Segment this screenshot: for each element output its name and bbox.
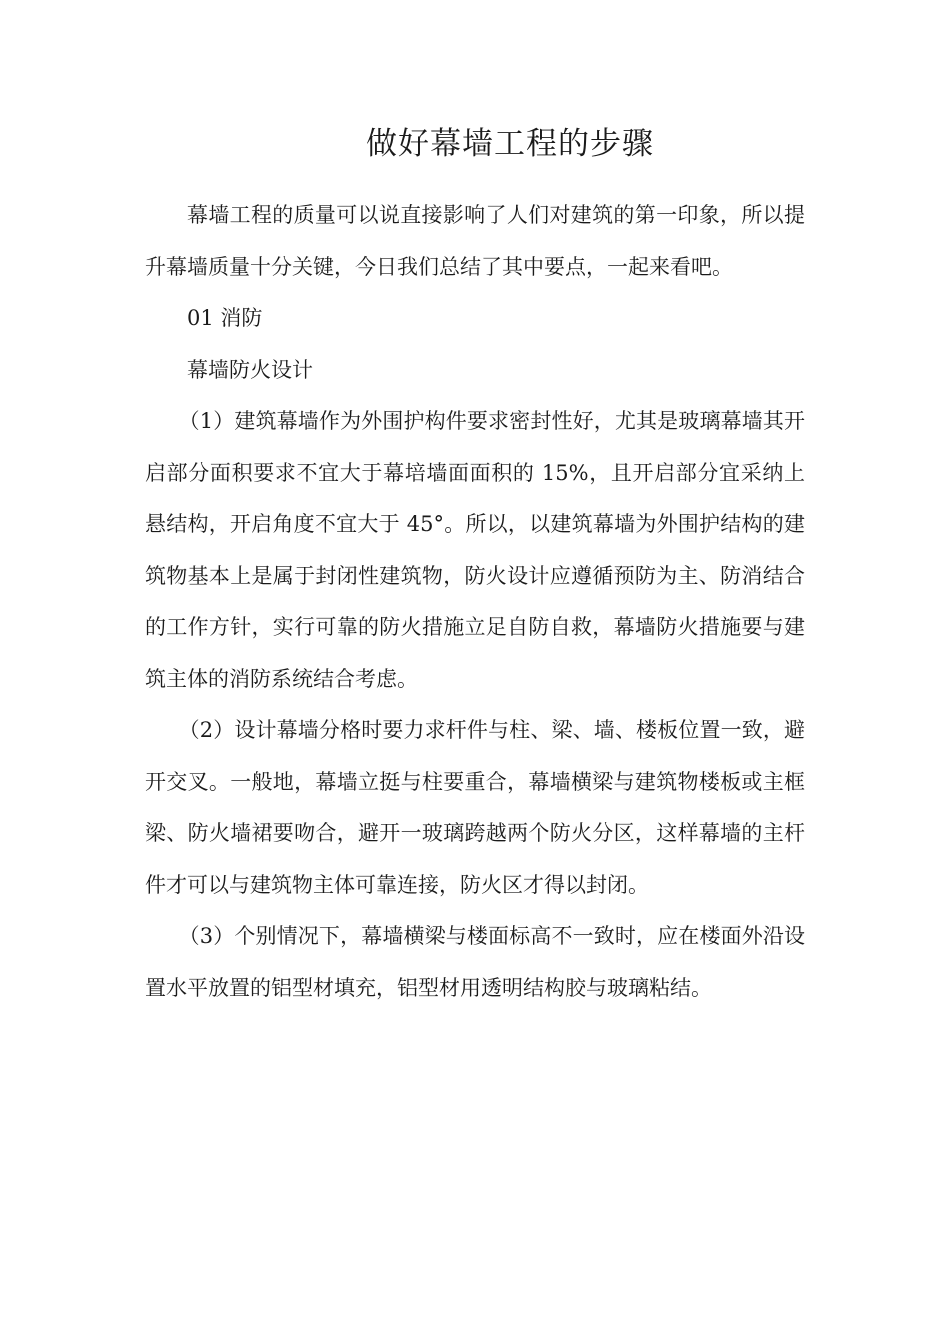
subsection-heading: 幕墙防火设计 <box>187 357 313 382</box>
document-title: 做好幕墙工程的步骤 <box>366 126 654 162</box>
intro-paragraph: 幕墙工程的质量可以说直接影响了人们对建筑的第一印象，所以提升幕墙质量十分关键，今日我们总结了其中要点，一起来看吧。 <box>145 203 805 279</box>
section-heading: 01 消防 <box>187 306 263 330</box>
numbered-paragraph-3: （3）个别情况下，幕墙横梁与楼面标高不一致时，应在楼面外沿设置水平放置的铝型材填充，铝型材用透明结构胶与玻璃粘结。 <box>145 924 805 1000</box>
numbered-paragraph-2: （2）设计幕墙分格时要力求杆件与柱、梁、墙、楼板位置一致，避开交叉。一般地，幕墙立挺与柱要重合，幕墙横梁与建筑物楼板或主框梁、防火墙裙要吻合，避开一玻璃跨越两个防火分区，这样幕墙的主杆件才可以与建筑物主体可靠连接，防火区才得以封闭。 <box>145 718 805 897</box>
numbered-paragraph-1: （1）建筑幕墙作为外围护构件要求密封性好，尤其是玻璃幕墙其开启部分面积要求不宜大于幕培墙面面积的 15%，且开启部分宜采纳上悬结构，开启角度不宜大于 45°。所以，以建筑幕墙为外围护结构的建筑物基本上是属于封闭性建筑物，防火设计应遵循预防为主、防消结合的工作方针，实行可靠的防火措施立足自防自救，幕墙防火措施要与建筑主体的消防系统结合考虑。 <box>145 409 805 691</box>
document-body <box>145 190 805 1014</box>
